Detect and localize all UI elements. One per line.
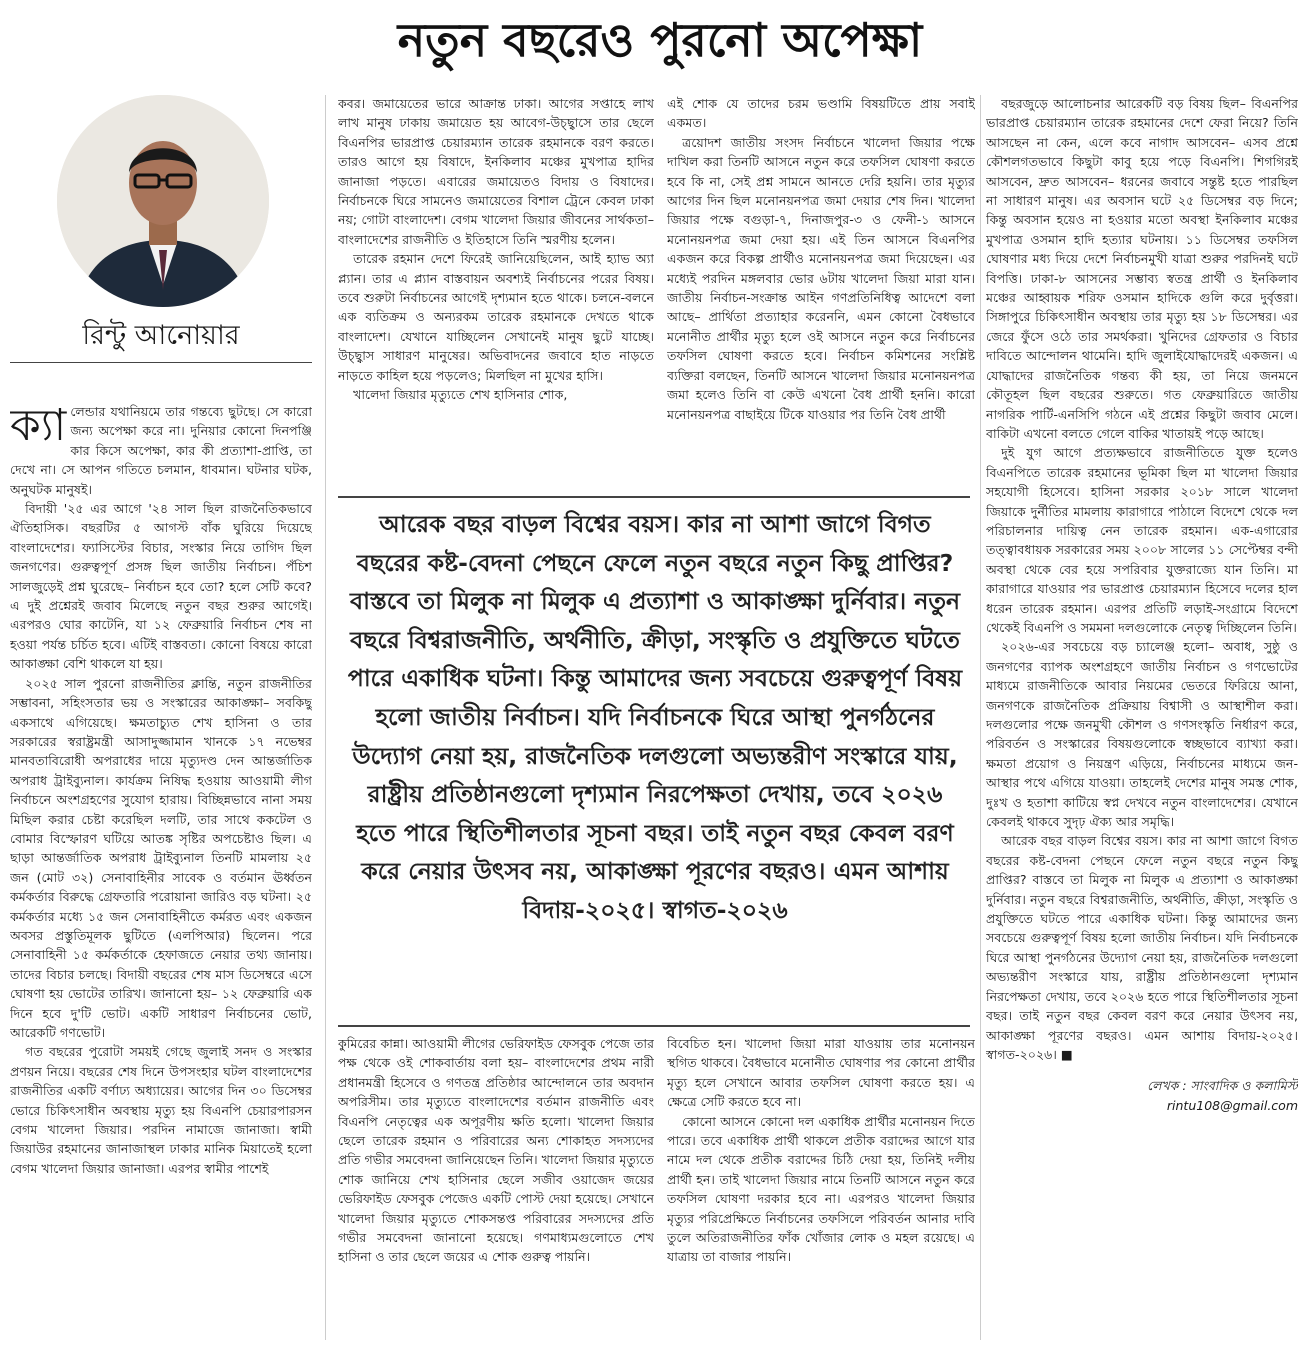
author-portrait-icon — [57, 95, 269, 307]
column-rule — [325, 95, 326, 1340]
column-3-bottom — [667, 1034, 975, 1342]
pull-quote: আরেক বছর বাড়ল বিশ্বের বয়স। কার না আশা জাগে বিগত বছরের কষ্ট-বেদনা পেছনে ফেলে নতুন বছরে নতুন কিছু প্রাপ্তির? বাস্তবে তা মিলুক না মিলুক এ প্রত্যাশা ও আকাঙ্ক্ষা দুর্নিবার। নতুন বছরে বিশ্বরাজনীতি, অর্থনীতি, ক্রীড়া, সংস্কৃতি ও প্রযুক্তিতে ঘটতে পারে একাধিক ঘটনা। কিন্তু আমাদের জন্য সবচেয়ে গুরুত্বপূর্ণ বিষয় হলো জাতীয় নির্বাচন। যদি নির্বাচনকে ঘিরে আস্থা পুনর্গঠনের উদ্যোগ নেয়া হয়, রাজনৈতিক দলগুলো অভ্যন্তরীণ সংস্কারে যায়, রাষ্ট্রীয় প্রতিষ্ঠানগুলো দৃশ্যমান নিরপেক্ষতা দেখায়, তবে ২০২৬ হতে পারে স্থিতিশীলতার সূচনা বছর। তাই নতুন বছর কেবল বরণ করে নেয়ার উৎসব নয়, আকাঙ্ক্ষা পূরণের বছরও। এমন আশায় বিদায়-২০২৫। স্বাগত-২০২৬ — [347, 510, 963, 924]
paragraph: এই শোক যে তাদের চরম ভণ্ডামি বিষয়টিতে প্রায় সবাই একমত। — [667, 96, 975, 131]
paragraph: কবর। জমায়েতের ভারে আক্রান্ত ঢাকা। আগের সপ্তাহে লাখ লাখ মানুষ ঢাকায় জমায়েত হয় আবেগ-উচ্ছ্বাসে তার ছেলে বিএনপির ভারপ্রাপ্ত চেয়ারম্যান তারেক রহমানকে বরণ করতে। তারও আগে হয় বিষাদে, ইনকিলাব মঞ্চের মুখপাত্র হাদির জানাজা পড়তে। এবারের জমায়েতও বিদায় ও বিষাদের। নির্বাচনকে ঘিরে সামনেও জমায়েতের বিশাল ট্রেনে কেবল ঢাকা নয়; গোটা বাংলাদেশ। বেগম খালেদা জিয়ার জীবনের সার্থকতা– বাংলাদেশের রাজনীতি ও ইতিহাসে তিনি স্মরণীয় হলেন। — [338, 96, 654, 247]
author-byline: লেখক : সাংবাদিক ও কলামিস্ট — [1147, 1078, 1298, 1094]
author-photo — [57, 95, 269, 307]
author-divider — [10, 362, 312, 363]
paragraph: খালেদা জিয়ার মৃত্যুতে শেখ হাসিনার শোক, — [353, 387, 568, 403]
quote-top-rule — [338, 496, 970, 498]
drop-cap: ক্যা — [10, 402, 67, 451]
paragraph: কোনো আসনে কোনো দল একাধিক প্রার্থীর মনোনয়ন দিতে পারে। তবে একাধিক প্রার্থী থাকলে প্রতীক বরাদ্দের আগে যার নামে দল থেকে প্রতীক বরাদ্দের চিঠি দেয়া হয়, তিনিই দলীয় প্রার্থী হন। তাই খালেদা জিয়ার নামে তিনটি আসনে নতুন করে তফসিল ঘোষণা দরকার হবে না। এরপরও খালেদা জিয়ার মৃত্যুর পরিপ্রেক্ষিতে নির্বাচনের তফসিলে পরিবর্তন আনার দাবি তুলে অতিরাজনীতির ফাঁক খোঁজার লোক ও মহল রয়েছে। এ যাত্রায় তা বাজার পায়নি। — [667, 1113, 975, 1265]
column-rule — [980, 95, 981, 1340]
paragraph — [10, 402, 312, 499]
column-3-top — [667, 94, 975, 486]
paragraph: বিদায়ী '২৫ এর আগে '২৪ সাল ছিল রাজনৈতিকভাবে ঐতিহাসিক। বছরটির ৫ আগস্ট বাঁক ঘুরিয়ে দিয়েছে বাংলাদেশের। ফ্যাসিস্টের বিচার, সংস্কার নিয়ে তাগিদ ছিল জনগণের। গুরুত্বপূর্ণ প্রসঙ্গ ছিল জাতীয় নির্বাচন। পঁচিশ সালজুড়েই প্রশ্ন ঘুরেছে– নির্বাচন হবে তো? হলে সেটি কবে? এ দুই প্রশ্নেরই জবাব মিলেছে নতুন বছর শুরুর আগেই। এরপরও ঘোর কাটেনি, যা ১২ ফেব্রুয়ারি নির্বাচন শেষ না হওয়া পর্যন্ত চর্চিত হবে। এটিই বাস্তবতা। কোনো বিষয়ে কারো আকাঙ্ক্ষা বেশি থাকলে যা হয়। — [10, 501, 312, 672]
column-2-top — [338, 94, 654, 486]
paragraph: আরেক বছর বাড়ল বিশ্বের বয়স। কার না আশা জাগে বিগত বছরের কষ্ট-বেদনা পেছনে ফেলে নতুন বছরে নতুন কিছু প্রাপ্তির? বাস্তবে তা মিলুক না মিলুক এ প্রত্যাশা ও আকাঙ্ক্ষা দুর্নিবার। নতুন বছরে বিশ্বরাজনীতি, অর্থনীতি, ক্রীড়া, সংস্কৃতি ও প্রযুক্তিতে ঘটতে পারে একাধিক ঘটনা। কিন্তু আমাদের জন্য সবচেয়ে গুরুত্বপূর্ণ বিষয় হলো জাতীয় নির্বাচন। যদি নির্বাচনকে ঘিরে আস্থা পুনর্গঠনের উদ্যোগ নেয়া হয়, রাজনৈতিক দলগুলো অভ্যন্তরীণ সংস্কারে যায়, রাষ্ট্রীয় প্রতিষ্ঠানগুলো দৃশ্যমান নিরপেক্ষতা দেখায়, তবে ২০২৬ হতে পারে স্থিতিশীলতার সূচনা বছর। তাই নতুন বছর কেবল বরণ করে নেয়ার উৎসব নয়, আকাঙ্ক্ষা পূরণের বছরও। এমন আশায় বিদায়-২০২৫। স্বাগত-২০২৬। ■ — [986, 833, 1298, 1062]
column-1 — [10, 402, 312, 1342]
quote-bottom-rule — [338, 1025, 970, 1027]
paragraph: বিবেচিত হন। খালেদা জিয়া মারা যাওয়ায় তার মনোনয়ন স্থগিত থাকবে। বৈধভাবে মনোনীত ঘোষণার পর কোনো প্রার্থীর মৃত্যু হলে সেখানে আবার তফসিল ঘোষণা করতে হয়। এ ক্ষেত্রে সেটি করতে হবে না। — [667, 1036, 975, 1110]
paragraph: ২০২৫ সাল পুরনো রাজনীতির ক্লান্তি, নতুন রাজনীতির সম্ভাবনা, সহিংসতার ভয় ও সংস্কারের আকাঙ্ক্ষা– সবকিছু একসাথে এগিয়েছে। ক্ষমতাচ্যুত শেখ হাসিনা ও তার সরকারের স্বরাষ্ট্রমন্ত্রী আসাদুজ্জামান খানকে ১৭ নভেম্বর মানবতাবিরোধী অপরাধের দায়ে মৃত্যুদণ্ড দেন আন্তর্জাতিক অপরাধ ট্রাইব্যুনাল। কার্যক্রম নিষিদ্ধ হওয়ায় আওয়ামী লীগ নির্বাচনে অংশগ্রহণের সুযোগ হারায়। বিচ্ছিন্নভাবে নানা সময় মিছিল করার চেষ্টা করেছিল দলটি, তার সাথে ককটেল ও বোমার বিস্ফোরণ ঘটিয়ে আতঙ্ক সৃষ্টির অপচেষ্টাও ছিল। এ ছাড়া আন্তর্জাতিক অপরাধ ট্রাইব্যুনাল তিনটি মামলায় ২৫ জন (মোট ৩২) সেনাবাহিনীর সাবেক ও বর্তমান ঊর্ধ্বতন কর্মকর্তার বিরুদ্ধে গ্রেফতারি পরোয়ানা জারিও বড় ঘটনা। ২৫ কর্মকর্তার মধ্যে ১৫ জন সেনাবাহিনীতে কর্মরত এবং একজন অবসর প্রস্তুতিমূলক ছুটিতে (এলপিআর) ছিলেন। পরে সেনাবাহিনী ১৫ কর্মকর্তাকে হেফাজতে নেয়ার তথ্য জানায়। তাদের বিচার চলছে। বিদায়ী বছরের শেষ মাস ডিসেম্বরে এসে ঘোষণা হয় ভোটের তারিখ। জানানো হয়– ১২ ফেব্রুয়ারি এক দিনে হবে দু'টি ভোট। একটি সাধারণ নির্বাচনের ভোট, আরেকটি গণভোট। — [10, 675, 312, 1040]
column-2-bottom — [338, 1034, 654, 1342]
paragraph: বছরজুড়ে আলোচনার আরেকটি বড় বিষয় ছিল– বিএনপির ভারপ্রাপ্ত চেয়ারম্যান তারেক রহমানের দেশে ফেরা নিয়ে? তিনি আসছেন না কেন, এলে কবে নাগাদ আসবেন– এসব প্রশ্নে কৌশলগতভাবে কিছুটা কাবু হয়ে পড়ে বিএনপি। শিগগিরই আসবেন, দ্রুত আসবেন– ধরনের জবাবে সন্তুষ্ট হতে পারছিল না সাধারণ মানুষ। এর অবসান ঘটে ২৫ ডিসেম্বর বড় দিনে; কিন্তু অবসান হয়েও না হওয়ার মতো অবস্থা ইনকিলাব মঞ্চের মুখপাত্র ওসমান হাদি হত্যার ঘটনায়। ১১ ডিসেম্বর তফসিল ঘোষণার মধ্য দিয়ে দেশে নির্বাচনমুখী যাত্রা শুরুর পরদিনই ঘটে বিপত্তি। ঢাকা-৮ আসনের সম্ভাব্য স্বতন্ত্র প্রার্থী ও ইনকিলাব মঞ্চের আহ্বায়ক শরিফ ওসমান হাদিকে গুলি করে দুর্বৃত্তরা। সিঙ্গাপুরে চিকিৎসাধীন অবস্থায় তার মৃত্যু হয় ১৮ ডিসেম্বর। এর জেরে ফুঁসে ওঠে তার সমর্থকরা। খুনিদের গ্রেফতার ও বিচার দাবিতে আন্দোলন থামেনি। হাদি জুলাইযোদ্ধাদেরই একজন। এ যোদ্ধাদের রাজনৈতিক গন্তব্য কী হয়, তা নিয়ে জনমনে কৌতূহল ছিল বছরের শুরুতে। গত ফেব্রুয়ারিতে জাতীয় নাগরিক পার্টি-এনসিপি গঠনে এই প্রশ্নের কিছুটা জবাব মেলে। বাকিটা এখনো বলতে গেলে বাকির খাতায়ই পড়ে আছে। — [986, 96, 1298, 441]
author-name: রিন্টু আনোয়ার — [82, 320, 240, 351]
paragraph-text: লেন্ডার যথানিয়মে তার গন্তব্যে ছুটছে। সে কারো জন্য অপেক্ষা করে না। দুনিয়ার কোনো দিনপঞ্জি কার কিসে অপেক্ষা, কার কী প্রত্যাশা-প্রাপ্তি, তা দেখে না। সে আপন গতিতে চলমান, ধাবমান। ঘটনার ঘটক, অনুঘটক মানুষই। — [10, 404, 312, 497]
paragraph: কুমিরের কান্না। আওয়ামী লীগের ভেরিফাইড ফেসবুক পেজে তার পক্ষ থেকে ওই শোকবার্তায় বলা হয়– বাংলাদেশের প্রথম নারী প্রধানমন্ত্রী হিসেবে ও গণতন্ত্র প্রতিষ্ঠার আন্দোলনে তার অবদান অপরিসীম। তার মৃত্যুতে বাংলাদেশের বর্তমান রাজনীতি এবং বিএনপি নেতৃত্বের এক অপূরণীয় ক্ষতি হলো। খালেদা জিয়ার ছেলে তারেক রহমান ও পরিবারের অন্য শোকাহত সদস্যদের প্রতি গভীর সমবেদনা জানিয়েছেন তিনি। খালেদা জিয়ার মৃত্যুতে শোক জানিয়ে শেখ হাসিনার ছেলে সজীব ওয়াজেদ জয়ের ভেরিফাইড ফেসবুক পেজেও একটি পোস্ট দেয়া হয়েছে। সেখানে খালেদা জিয়ার মৃত্যুতে শোকসন্তপ্ত পরিবারের সদস্যদের প্রতি গভীর সমবেদনা জানানো হয়েছে। গণমাধ্যমগুলোতে শেখ হাসিনা ও তার ছেলে জয়ের এ শোক গুরুত্ব পায়নি। — [338, 1036, 654, 1265]
paragraph: ২০২৬-এর সবচেয়ে বড় চ্যালেঞ্জ হলো– অবাধ, সুষ্ঠু ও জনগণের ব্যাপক অংশগ্রহণে জাতীয় নির্বাচন ও গণভোটের মাধ্যমে রাজনীতিকে আবার নিয়মের ভেতরে ফিরিয়ে আনা, জনগণকে রাজনৈতিক প্রক্রিয়ায় বিশ্বাসী ও আস্থাশীল করা। দলগুলোর পক্ষে জনমুখী কৌশল ও গণসংস্কৃতি নির্ধারণ করে, পরিবর্তন ও সংস্কারের বিষয়গুলোকে স্বচ্ছভাবে ব্যাখ্যা করা। ক্ষমতা প্রয়োগ ও নিয়ন্ত্রণ এড়িয়ে, নির্বাচনের মাধ্যমে জন-আস্থার পথে এগিয়ে যাওয়া। তাহলেই দেশের মানুষ সমস্ত শোক, দুঃখ ও হতাশা কাটিয়ে স্বপ্ন দেখবে নতুন বাংলাদেশের। যেখানে কেবলই থাকবে সুদৃঢ় ঐক্য আর সমৃদ্ধি। — [986, 639, 1298, 830]
paragraph: দুই যুগ আগে প্রত্যক্ষভাবে রাজনীতিতে যুক্ত হলেও বিএনপিতে তারেক রহমানের ভূমিকা ছিল মা খালেদা জিয়ার সহযোগী হিসেবে। হাসিনা সরকার ২০১৮ সালে খালেদা জিয়াকে দুর্নীতির মামলায় কারাগারে পাঠালে বিদেশে থেকে দল পরিচালনার দায়িত্ব নেন তারেক রহমান। এক-এগারোর তত্ত্বাবধায়ক সরকারের সময় ২০০৮ সালের ১১ সেপ্টেম্বর বন্দী অবস্থা থেকে বের হয়ে সপরিবার যুক্তরাজ্যে যান তিনি। মা কারাগারে যাওয়ার পর ভারপ্রাপ্ত চেয়ারম্যান হিসেবে দলের হাল ধরেন তারেক রহমান। এরপর প্রতিটি লড়াই-সংগ্রামে বিদেশে থেকেই বিএনপি ও সমমনা দলগুলোকে নেতৃত্ব দিচ্ছিলেন তিনি। — [986, 445, 1298, 635]
paragraph: ত্রয়োদশ জাতীয় সংসদ নির্বাচনে খালেদা জিয়ার পক্ষে দাখিল করা তিনটি আসনে নতুন করে তফসিল ঘোষণা করতে হবে কি না, সেই প্রশ্ন সামনে আনতে দেরি হয়নি। তার মৃত্যুর আগের দিন ছিল মনোনয়নপত্র জমা দেয়ার শেষ দিন। খালেদা জিয়ার পক্ষে বগুড়া-৭, দিনাজপুর-৩ ও ফেনী-১ আসনে মনোনয়নপত্র জমা দেয়া হয়। এই তিন আসনে বিএনপির একজন করে বিকল্প প্রার্থীও মনোনয়নপত্র জমা দিয়েছেন। এর মধ্যেই পরদিন মঙ্গলবার ভোর ৬টায় খালেদা জিয়া মারা যান। জাতীয় নির্বাচন-সংক্রান্ত আইন গণপ্রতিনিধিত্ব আদেশে বলা আছে– প্রার্থিতা প্রত্যাহার করেননি, এমন কোনো বৈধভাবে মনোনীত প্রার্থীর মৃত্যু হলে ওই আসনে নতুন করে নির্বাচনের তফসিল ঘোষণা করতে হবে। নির্বাচন কমিশনের সংশ্লিষ্ট ব্যক্তিরা বলছেন, তিনটি আসনে খালেদা জিয়ার মনোনয়নপত্র জমা হলেও তিনি বা কেউ এখনো বৈধ প্রার্থী হননি। কারো মনোনয়নপত্র বাছাইয়ে টিকে যাওয়ার পর তিনি বৈধ প্রার্থী — [667, 134, 975, 422]
paragraph: গত বছরের পুরোটা সময়ই গেছে জুলাই সনদ ও সংস্কার প্রণয়ন নিয়ে। বছরের শেষ দিনে উপসংহার ঘটল বাংলাদেশের রাজনীতির একটি বর্ণাঢ্য অধ্যায়ের। আগের দিন ৩০ ডিসেম্বর ভোরে চিকিৎসাধীন অবস্থায় মৃত্যু হয় বিএনপি চেয়ারপারসন বেগম খালেদা জিয়ার। পরদিন নামাজে জানাজা। স্বামী জিয়াউর রহমানের জানাজাস্থল ঢাকার মানিক মিয়াতেই হলো বেগম খালেদা জিয়ার জানাজা। এরপর স্বামীর পাশেই — [10, 1044, 312, 1176]
paragraph: তারেক রহমান দেশে ফিরেই জানিয়েছিলেন, আই হ্যাভ অ্যা প্ল্যান। তার এ প্ল্যান বাস্তবায়ন অবশ্যই নির্বাচনের পরের বিষয়। তবে শুরুটা নির্বাচনের আগেই দৃশ্যমান হতে থাকে। চলনে-বলনে এক ব্যতিক্রম ও অন্যরকম তারেক রহমানকে দেখতে থাকে বাংলাদেশ। যেখানে যাচ্ছিলেন সেখানেই মানুষ ছুটে যাচ্ছে। উচ্ছ্বাস সাধারণ মানুষের। অভিবাদনের জবাবে হাত নাড়তে নাড়তে কাহিল হয়ে পড়লেও; মিলছিল না মুখের হাসি। — [338, 251, 654, 383]
column-4 — [986, 94, 1298, 1342]
author-email[interactable]: rintu108@gmail.com — [1166, 1098, 1298, 1114]
headline: নতুন বছরেও পুরনো অপেক্ষা — [397, 13, 923, 67]
